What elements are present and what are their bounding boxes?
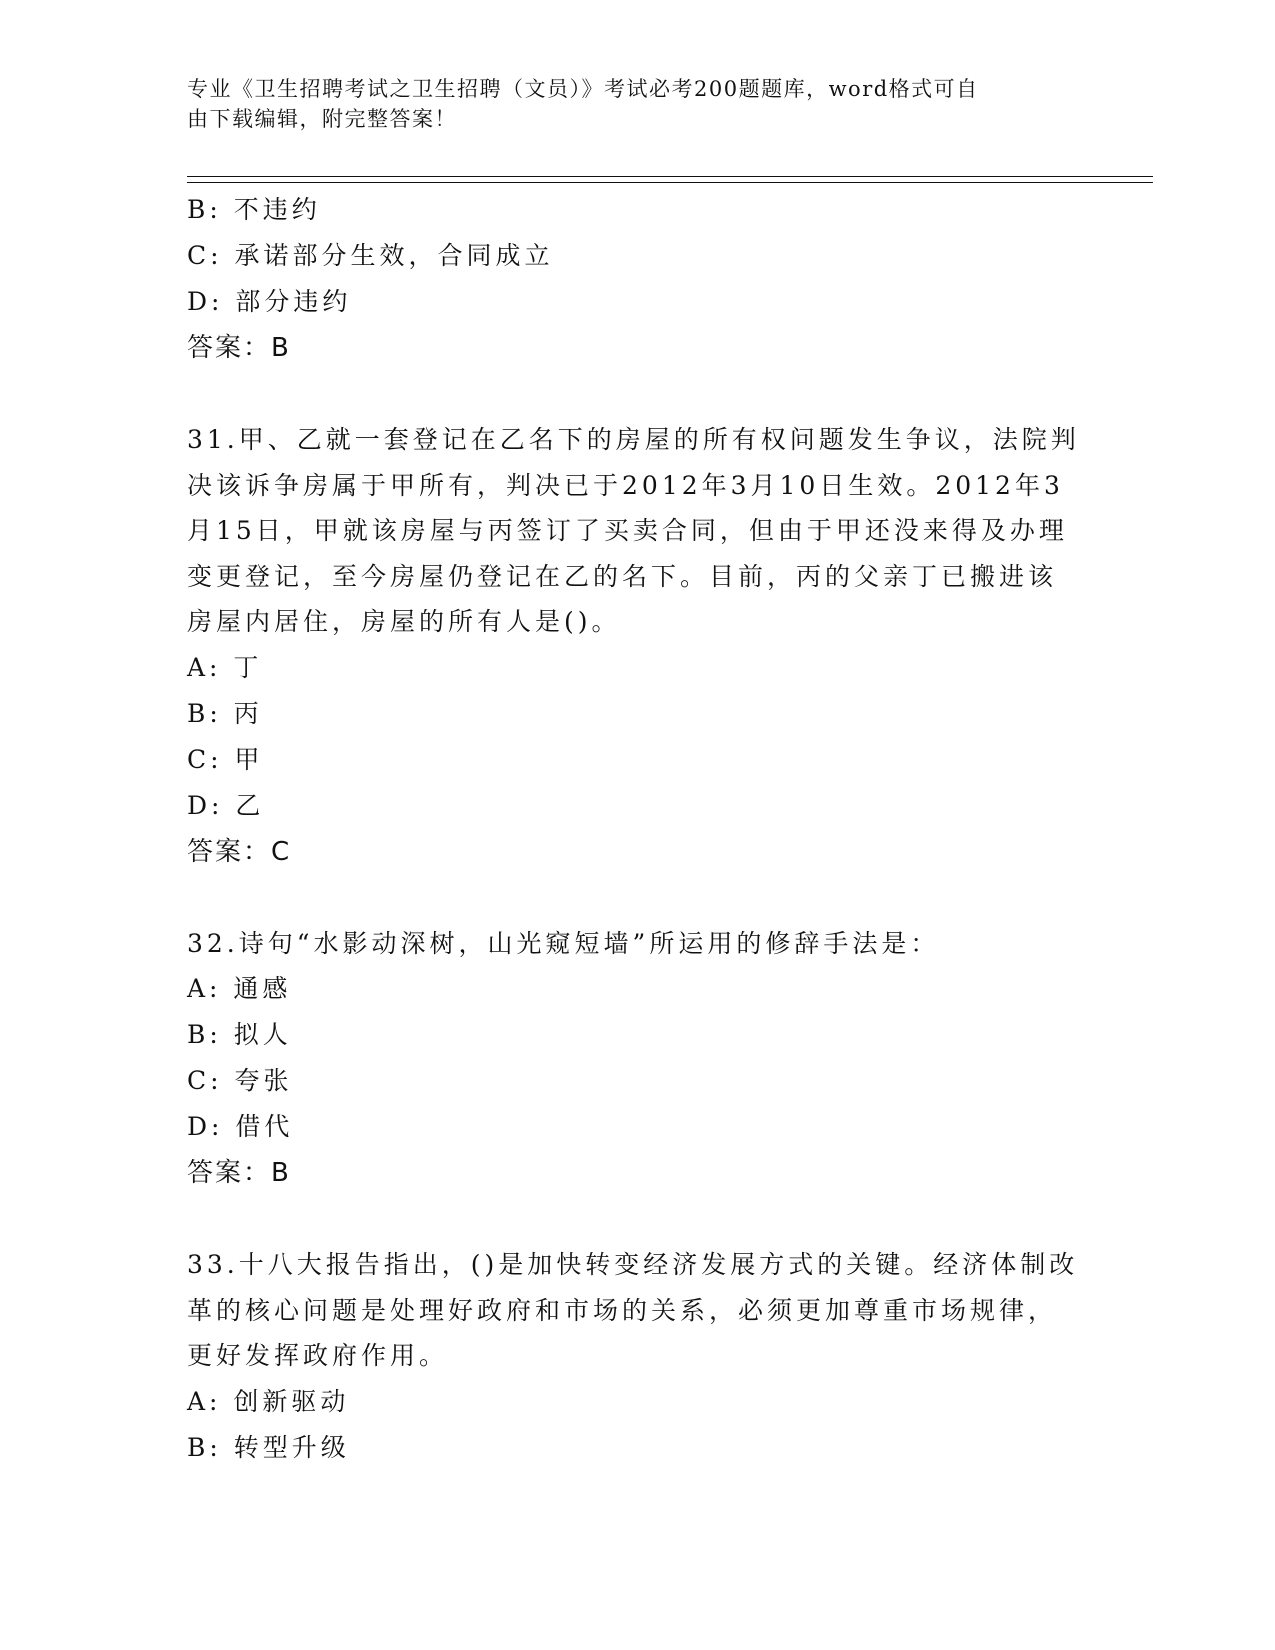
spacer <box>187 371 1087 417</box>
question-text <box>187 921 1067 967</box>
option-b: B: 拟人 <box>187 1020 292 1049</box>
header-line-2: 由下载编辑，附完整答案！ <box>187 107 457 131</box>
option-c: C: 夸张 <box>187 1066 293 1095</box>
option-d: D: 部分违约 <box>187 287 352 316</box>
option-b: B: 丙 <box>187 698 263 728</box>
spacer <box>187 1196 1087 1242</box>
option-b: B: 不违约 <box>187 195 321 224</box>
question-32 <box>187 921 1087 1197</box>
option-d: D: 乙 <box>187 790 265 820</box>
option-a: A: 创新驱动 <box>187 1386 350 1416</box>
question-text-line: 33.十八大报告指出，()是加快转变经济发展方式的关键。经济体制改 <box>187 1250 1079 1279</box>
option-d: D: 借代 <box>187 1112 294 1141</box>
question-31 <box>187 417 1087 875</box>
document-header <box>187 74 1067 134</box>
question-33 <box>187 1242 1087 1471</box>
option-c: C: 甲 <box>187 744 264 774</box>
question-text <box>187 1242 1079 1379</box>
header-divider-bottom <box>187 182 1153 183</box>
answer-line: 答案：C <box>187 836 292 867</box>
question-text-line: 革的核心问题是处理好政府和市场的关系，必须更加尊重市场规律， <box>187 1295 1058 1325</box>
question-text-line: 房屋内居住，房屋的所有人是()。 <box>187 607 621 636</box>
option-c: C: 承诺部分生效，合同成立 <box>187 241 554 270</box>
answer-line: 答案：B <box>187 333 291 363</box>
question-text-line: 32.诗句“水影动深树，山光窥短墙”所运用的修辞手法是： <box>187 928 940 958</box>
option-a: A: 通感 <box>187 974 292 1003</box>
question-text <box>187 417 1080 645</box>
question-text-line: 变更登记，至今房屋仍登记在乙的名下。目前，丙的父亲丁已搬进该 <box>187 561 1058 591</box>
spacer <box>187 875 1087 921</box>
answer-line: 答案：B <box>187 1158 291 1188</box>
document-body <box>187 187 1087 1471</box>
previous-question <box>187 187 1087 371</box>
header-divider-top <box>187 176 1153 177</box>
header-line-1: 专业《卫生招聘考试之卫生招聘（文员）》考试必考200题题库，word格式可自 <box>187 77 979 101</box>
question-text-line: 更好发挥政府作用。 <box>187 1341 449 1370</box>
question-text-line: 月15日，甲就该房屋与丙签订了买卖合同，但由于甲还没来得及办理 <box>187 516 1068 545</box>
option-a: A: 丁 <box>187 652 263 682</box>
question-text-line: 31.甲、乙就一套登记在乙名下的房屋的所有权问题发生争议，法院判 <box>187 425 1080 454</box>
question-text-line: 决该诉争房属于甲所有，判决已于2012年3月10日生效。2012年3 <box>187 470 1064 500</box>
option-b: B: 转型升级 <box>187 1432 350 1462</box>
